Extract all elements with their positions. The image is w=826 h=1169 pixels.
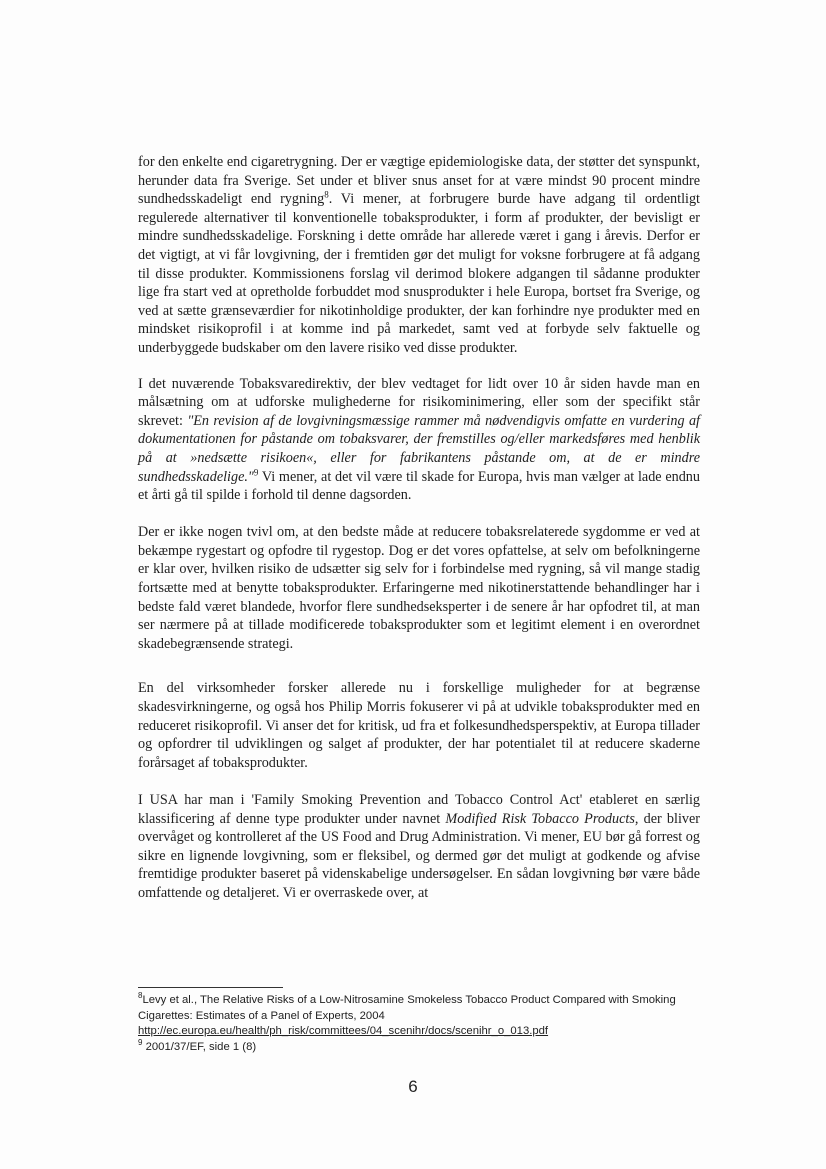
footnote-8-link[interactable]: http://ec.europa.eu/health/ph_risk/committees/04_scenihr/docs/scenihr_o_013.pdf <box>138 1025 549 1038</box>
paragraph-5-text: I USA har man i 'Family Smoking Prevention and Tobacco Control Act' etableret en særlig klassificering af denne type produkter under navnet <box>138 792 700 827</box>
page-number: 6 <box>408 1077 418 1096</box>
paragraph-2 <box>138 375 700 505</box>
body-text <box>138 153 700 921</box>
footnote-8-number: 8 <box>138 991 143 1001</box>
paragraph-5 <box>138 791 700 903</box>
footnote-ref-8: 8 <box>324 189 329 200</box>
footnote-8 <box>138 993 698 1024</box>
footnote-9 <box>138 1040 698 1056</box>
paragraph-1-text-cont: . Vi mener, at forbrugere burde have adgang til ordentligt regulerede alternativer til konventionelle tobaksprodukter, i form af produkter, der bevisligt er mindre sundhedsskadelige. Forskning i dette område har allerede været i gang i årevis. Derfor er det vigtigt, at vi får lovgivning, der i fremtiden gør det muligt for voksne forbrugere at få adgang til disse produkter. Kommissionens forslag vil derimod blokere adgangen til sådanne produkter lige fra start ved at opretholde forbuddet mod snusprodukter i hele Europa, bortset fra Sverige, og ved at sætte grænseværdier for nikotinholdige produkter, der kan forhindre nye produkter med en mindsket risikoprofil i at komme ind på markedet, samt ved at forbyde selv faktuelle og underbyggede budskaber om den lavere risiko ved disse produkter. <box>138 191 701 356</box>
footnote-9-number: 9 <box>138 1038 143 1048</box>
paragraph-4: En del virksomheder forsker allerede nu i forskellige muligheder for at begrænse skadesvirkningerne, og også hos Philip Morris fokuserer vi på at udvikle tobaksprodukter med en reduceret risikoprofil. Vi anser det for kritisk, ud fra et folkesundhedsperspektiv, at Europa tillader og opfordrer til udviklingen og salget af produkter, der har potentialet til at reducere skaderne forårsaget af tobaksprodukter. <box>138 680 700 771</box>
paragraph-2-text: I det nuværende Tobaksvaredirektiv, der blev vedtaget for lidt over 10 år siden havde man en målsætning om at udforske mulighederne for risikominimering, eller som der specifikt står skrevet: <box>138 375 700 429</box>
footnotes <box>138 993 698 1055</box>
paragraph-2-text-end: Vi mener, at det vil være til skade for Europa, hvis man vælger at lade endnu et årti gå til spilde i forhold til denne dagsorden. <box>138 468 700 504</box>
footnote-8-text: Levy et al., The Relative Risks of a Low-Nitrosamine Smokeless Tobacco Product Compared with Smoking Cigarettes: Estimates of a Panel of Experts, 2004 <box>138 994 676 1022</box>
paragraph-5-text-end: , der bliver overvåget og kontrolleret af the US Food and Drug Administration. Vi mener, EU bør gå forrest og sikre en lignende lovgivning, som er fleksibel, og dermed gør det muligt at godkende og afvise fremtidige produkter baseret på videnskabelige undersøgelser. En sådan lovgivning bør være både omfattende og detaljeret. Vi er overraskede over, at <box>138 810 700 901</box>
paragraph-3: Der er ikke nogen tvivl om, at den bedste måde at reducere tobaksrelaterede sygdomme er ved at bekæmpe rygestart og opfodre til rygestop. Dog er det vores opfattelse, at selv om befolkningerne er klar over, hvilken risiko de udsætter sig selv for i forbindelse med rygning, så vil mange stadig fortsætte med at benytte tobaksprodukter. Erfaringerne med nikotinerstattende behandlinger har i bedste fald været blandede, hvorfor flere sundhedseksperter i de senere år har opfodret til, at man ser nærmere på at tillade modificerede tobaksprodukter som et legitimt element i en overordnet skadebegrænsende strategi. <box>138 524 700 652</box>
paragraph-5-emphasis: Modified Risk Tobacco Products <box>445 810 635 827</box>
footnote-ref-9: 9 <box>253 466 259 477</box>
paragraph-1 <box>138 153 700 358</box>
paragraph-1-text: for den enkelte end cigaretrygning. Der er vægtige epidemiologiske data, der støtter det synspunkt, herunder data fra Sverige. Set under et bliver snus anset for at være mindst 90 procent mindre sundhedsskadeligt end rygning <box>138 154 700 208</box>
footnote-separator <box>138 987 283 988</box>
paragraph-2-quote: "En revision af de lovgivningsmæssige rammer må nødvendigvis omfatte en vurdering af dokumentationen for påstande om tobaksvarer, der fremstilles og/eller markedsføres med henblik på at »nedsætte risikoen«, eller for fabrikantens påstande om, at de er mindre sundhedsskadelige." <box>138 412 700 485</box>
footnote-9-text: 2001/37/EF, side 1 (8) <box>142 1040 257 1053</box>
